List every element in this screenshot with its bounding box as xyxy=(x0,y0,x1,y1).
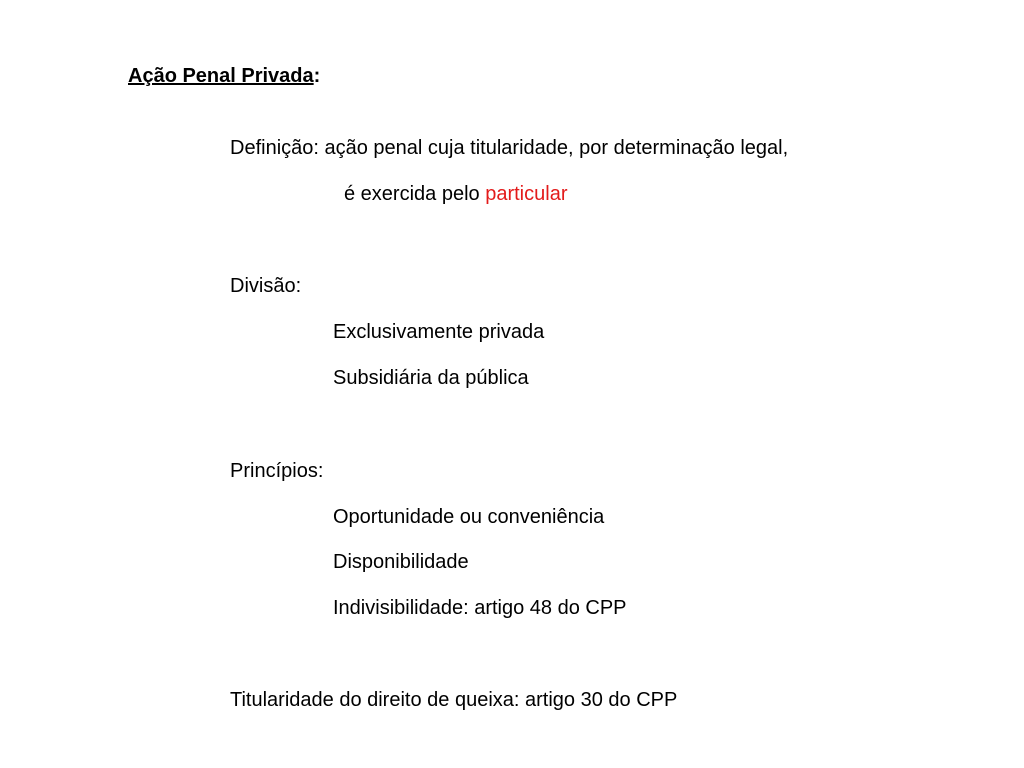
principios-item: Indivisibilidade: artigo 48 do CPP xyxy=(333,597,627,619)
principios-item: Oportunidade ou conveniência xyxy=(333,506,605,528)
slide-title-colon: : xyxy=(313,65,321,87)
slide-title-text: Ação Penal Privada xyxy=(128,65,314,87)
principios-item: Disponibilidade xyxy=(333,551,469,573)
principios-heading: Princípios: xyxy=(230,460,324,482)
definition-line-2-prefix: é exercida pelo xyxy=(344,183,480,205)
definition-highlight: particular xyxy=(485,183,568,205)
divisao-heading: Divisão: xyxy=(230,275,302,297)
definition-line-2 xyxy=(344,182,567,206)
divisao-item: Subsidiária da pública xyxy=(333,367,529,389)
divisao-item: Exclusivamente privada xyxy=(333,321,545,343)
definition-line-1: Definição: ação penal cuja titularidade, por determinação legal, xyxy=(230,137,789,159)
titularidade-line: Titularidade do direito de queixa: artigo 30 do CPP xyxy=(230,689,678,711)
slide-title xyxy=(128,64,320,88)
